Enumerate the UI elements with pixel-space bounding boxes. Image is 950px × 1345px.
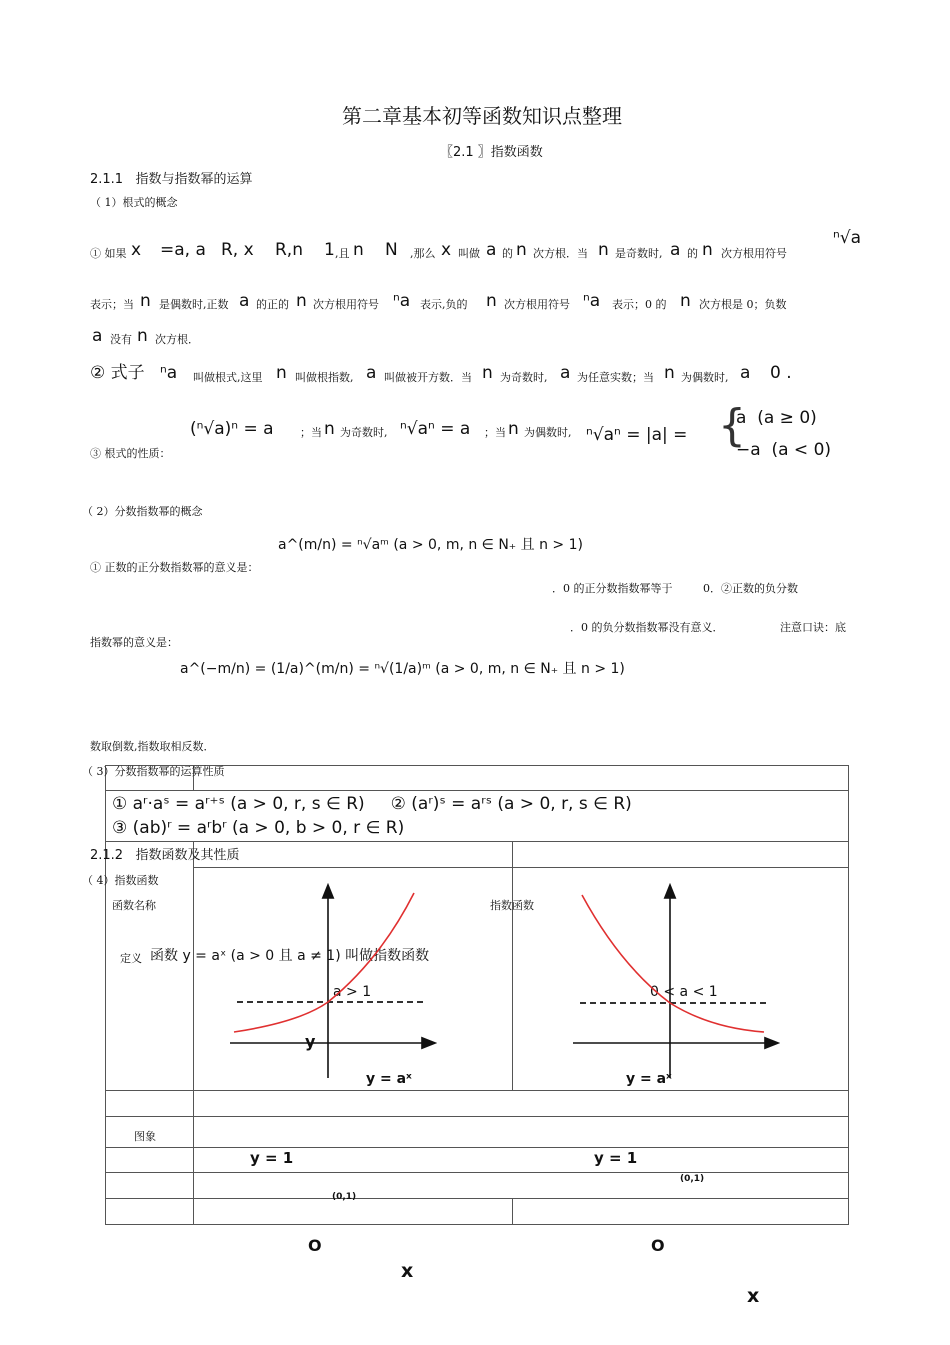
math: n xyxy=(276,363,287,383)
math: n xyxy=(516,240,527,260)
text: 的 xyxy=(502,247,513,260)
text: 表示,负的 xyxy=(420,298,468,311)
brace: { xyxy=(718,400,746,451)
text: 次方根用符号 xyxy=(504,298,570,311)
property-1: ① aʳ·aˢ = aʳ⁺ˢ (a > 0, r, s ∈ R) xyxy=(112,794,365,814)
math: n xyxy=(598,240,609,260)
left-point-label: (0,1) xyxy=(332,1192,357,1202)
math: a xyxy=(560,363,571,383)
section-title: 〖2.1 〗指数函数 xyxy=(440,145,543,160)
math: n xyxy=(482,363,493,383)
left-asymptote-label: y = 1 xyxy=(250,1149,294,1167)
graph-a-less-1 xyxy=(573,886,777,1078)
math: N xyxy=(385,240,398,260)
subheading-radical: （ 1）根式的概念 xyxy=(90,196,178,209)
image-label: 图象 xyxy=(134,1130,156,1143)
decreasing-curve xyxy=(582,895,764,1032)
text: ① 如果 xyxy=(90,247,127,260)
property-2: ② (aʳ)ˢ = aʳˢ (a > 0, r, s ∈ R) xyxy=(390,794,632,814)
math: ⁿa xyxy=(160,363,178,383)
right-condition: 0 < a < 1 xyxy=(650,984,718,1000)
math: 1 xyxy=(324,240,335,260)
text: ③ 根式的性质： xyxy=(90,447,171,460)
heading-2-1-1: 2.1.1 指数与指数幂的运算 xyxy=(90,172,253,187)
text: ．0 的负分数指数幂没有意义． xyxy=(570,621,724,634)
text: 次方根． xyxy=(155,333,199,346)
left-x-axis-label: x xyxy=(401,1260,414,1282)
heading-2-1-2: 2.1.2 指数函数及其性质 xyxy=(90,848,240,863)
math: ⁿa xyxy=(583,291,601,311)
math: ⁿa xyxy=(393,291,411,311)
text: 注意口诀：底 xyxy=(780,621,846,634)
text: 的 xyxy=(687,247,698,260)
math: =a, a xyxy=(160,240,206,260)
text: 是奇数时, xyxy=(615,247,663,260)
right-x-axis-label: x xyxy=(747,1285,760,1307)
text: ① 正数的正分数指数幂的意义是： xyxy=(90,561,259,574)
left-origin-label: O xyxy=(308,1236,322,1255)
function-name-label: 函数名称 xyxy=(112,899,156,912)
math: a xyxy=(670,240,681,260)
math: n xyxy=(140,291,151,311)
math: a xyxy=(239,291,250,311)
math: −a (a < 0) xyxy=(736,440,832,460)
text: ；当 xyxy=(484,426,506,439)
math: ⁿ√aⁿ = |a| = xyxy=(586,425,688,445)
text: 表示；0 的 xyxy=(612,298,667,311)
math: n xyxy=(353,240,364,260)
left-function-label: y = aˣ xyxy=(366,1071,412,1087)
graph-a-greater-1 xyxy=(230,886,434,1078)
subheading-operations: （ 3）分数指数幂的运算性质 xyxy=(82,765,225,778)
text: ,那么 xyxy=(410,247,436,260)
math: n xyxy=(680,291,691,311)
right-function-label: y = aˣ xyxy=(626,1071,672,1087)
math: n xyxy=(137,326,148,346)
math: R, x xyxy=(221,240,254,260)
page-title: 第二章基本初等函数知识点整理 xyxy=(342,104,622,128)
math: a xyxy=(486,240,497,260)
text: 叫做根指数, xyxy=(295,371,354,384)
text: 叫做根式,这里 xyxy=(193,371,263,384)
right-asymptote-label: y = 1 xyxy=(594,1149,638,1167)
math: R,n xyxy=(275,240,303,260)
text: 0．②正数的负分数 xyxy=(703,582,798,595)
left-condition: a > 1 xyxy=(333,984,372,1000)
text: ② 式子 xyxy=(90,363,145,383)
math: x xyxy=(131,240,142,260)
math: n xyxy=(508,419,519,439)
math: a^(m/n) = ⁿ√aᵐ (a > 0, m, n ∈ N₊ 且 n > 1) xyxy=(278,537,583,553)
text: 次方根用符号 xyxy=(313,298,379,311)
function-name-value: 指数函数 xyxy=(490,899,534,912)
text: 是偶数时,正数 xyxy=(159,298,229,311)
text: ,且 xyxy=(335,247,350,260)
math: a (a ≥ 0) xyxy=(736,408,817,428)
text: ；当 xyxy=(300,426,322,439)
text: 叫做被开方数．当 xyxy=(384,371,472,384)
text: 为奇数时, xyxy=(340,426,388,439)
right-point-label: (0,1) xyxy=(680,1174,705,1184)
math: ⁿ√aⁿ = a xyxy=(400,419,471,439)
definition-text: 函数 y = aˣ (a > 0 且 a ≠ 1) 叫做指数函数 xyxy=(150,948,430,964)
math: n xyxy=(324,419,335,439)
text: 为偶数时, xyxy=(524,426,572,439)
math: n xyxy=(664,363,675,383)
text: 为任意实数；当 xyxy=(577,371,654,384)
math: a xyxy=(92,326,103,346)
property-3: ③ (ab)ʳ = aʳbʳ (a > 0, b > 0, r ∈ R) xyxy=(112,818,405,839)
text: 叫做 xyxy=(458,247,480,260)
math: n xyxy=(702,240,713,260)
right-origin-label: O xyxy=(651,1236,665,1255)
math: a^(−m/n) = (1/a)^(m/n) = ⁿ√(1/a)ᵐ (a > 0, m, n ∈ N₊ 且 n > 1) xyxy=(180,661,625,677)
math: a xyxy=(740,363,751,383)
text: 次方根用符号 xyxy=(721,247,787,260)
text: 没有 xyxy=(110,333,132,346)
y-axis-label: y xyxy=(305,1032,316,1051)
text: 指数幂的意义是： xyxy=(90,636,178,649)
text: 为奇数时, xyxy=(500,371,548,384)
text: 为偶数时, xyxy=(681,371,729,384)
text: 次方根是 0；负数 xyxy=(699,298,787,311)
math: (ⁿ√a)ⁿ = a xyxy=(190,419,274,439)
paragraph-mnemonic: 数取倒数,指数取相反数． xyxy=(90,740,215,753)
subheading-fractional: （ 2）分数指数幂的概念 xyxy=(82,505,203,518)
definition-label: 定义 xyxy=(120,952,142,965)
math: a xyxy=(366,363,377,383)
math: 0 . xyxy=(770,363,792,383)
math: ⁿ√a xyxy=(833,228,862,248)
math: n xyxy=(486,291,497,311)
text: 次方根．当 xyxy=(533,247,588,260)
subheading-exp-function: （ 4）指数函数 xyxy=(82,874,159,887)
text: ．0 的正分数指数幂等于 xyxy=(552,582,673,595)
text: 表示；当 xyxy=(90,298,134,311)
text: 的正的 xyxy=(256,298,289,311)
math: n xyxy=(296,291,307,311)
increasing-curve xyxy=(234,893,414,1032)
math: x xyxy=(441,240,452,260)
